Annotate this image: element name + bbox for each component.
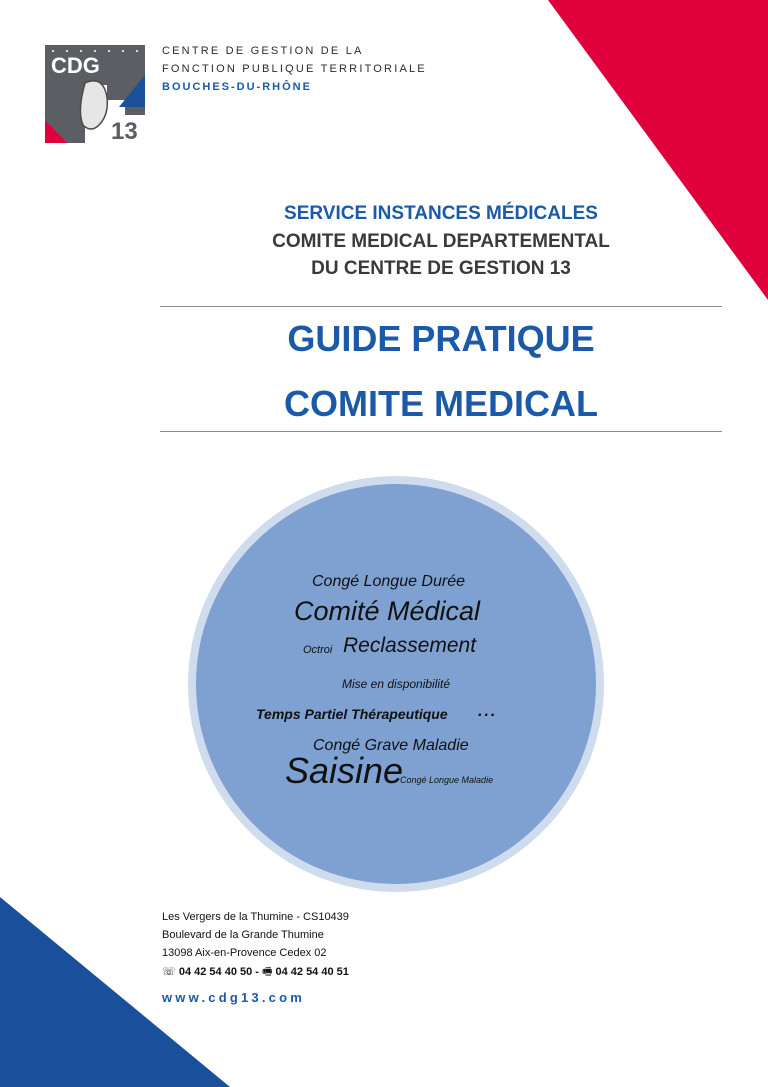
keyword-saisine: Saisine <box>285 750 404 791</box>
guide-title-line2: COMITE MEDICAL <box>284 383 598 424</box>
fax-number: 04 42 54 40 51 <box>275 966 349 978</box>
phone-number: 04 42 54 40 50 <box>178 966 253 978</box>
keyword-ellipsis: ... <box>478 703 498 720</box>
logo-number: 13 <box>111 118 138 143</box>
org-name-line1: CENTRE DE GESTION DE LA <box>162 45 364 57</box>
logo-text: CDG <box>51 53 100 78</box>
fax-icon: 🖷 <box>262 966 273 978</box>
guide-title-line1: GUIDE PRATIQUE <box>287 318 595 359</box>
keyword-conge-longue-maladie: Congé Longue Maladie <box>400 775 494 785</box>
comite-title-line1: COMITE MEDICAL DEPARTEMENTAL <box>272 231 610 252</box>
service-title: SERVICE INSTANCES MÉDICALES <box>284 203 598 224</box>
keyword-comite-medical: Comité Médical <box>294 596 481 626</box>
phone-icon: ☏ <box>162 966 176 978</box>
org-department: BOUCHES-DU-RHÔNE <box>162 81 312 93</box>
keyword-conge-grave-maladie: Congé Grave Maladie <box>313 737 469 754</box>
divider-top <box>160 306 722 307</box>
keyword-conge-longue-duree: Congé Longue Durée <box>312 573 466 590</box>
red-corner-decoration <box>548 0 768 300</box>
keyword-mise-en-disponibilite: Mise en disponibilité <box>342 677 451 691</box>
keyword-temps-partiel: Temps Partiel Thérapeutique <box>256 706 448 722</box>
address-line1: Les Vergers de la Thumine - CS10439 <box>162 911 349 923</box>
address-line2: Boulevard de la Grande Thumine <box>162 929 324 941</box>
divider-bottom <box>160 431 722 432</box>
org-name-line2: FONCTION PUBLIQUE TERRITORIALE <box>162 63 427 75</box>
keyword-reclassement: Reclassement <box>343 634 477 657</box>
contact-separator: - <box>255 966 259 978</box>
contact-line <box>162 963 349 982</box>
address-line3: 13098 Aix-en-Provence Cedex 02 <box>162 947 327 959</box>
comite-title-line2: DU CENTRE DE GESTION 13 <box>311 258 571 279</box>
keyword-octroi: Octroi <box>303 644 333 656</box>
website-link[interactable]: www.cdg13.com <box>162 990 305 1005</box>
cdg13-logo <box>45 45 145 143</box>
